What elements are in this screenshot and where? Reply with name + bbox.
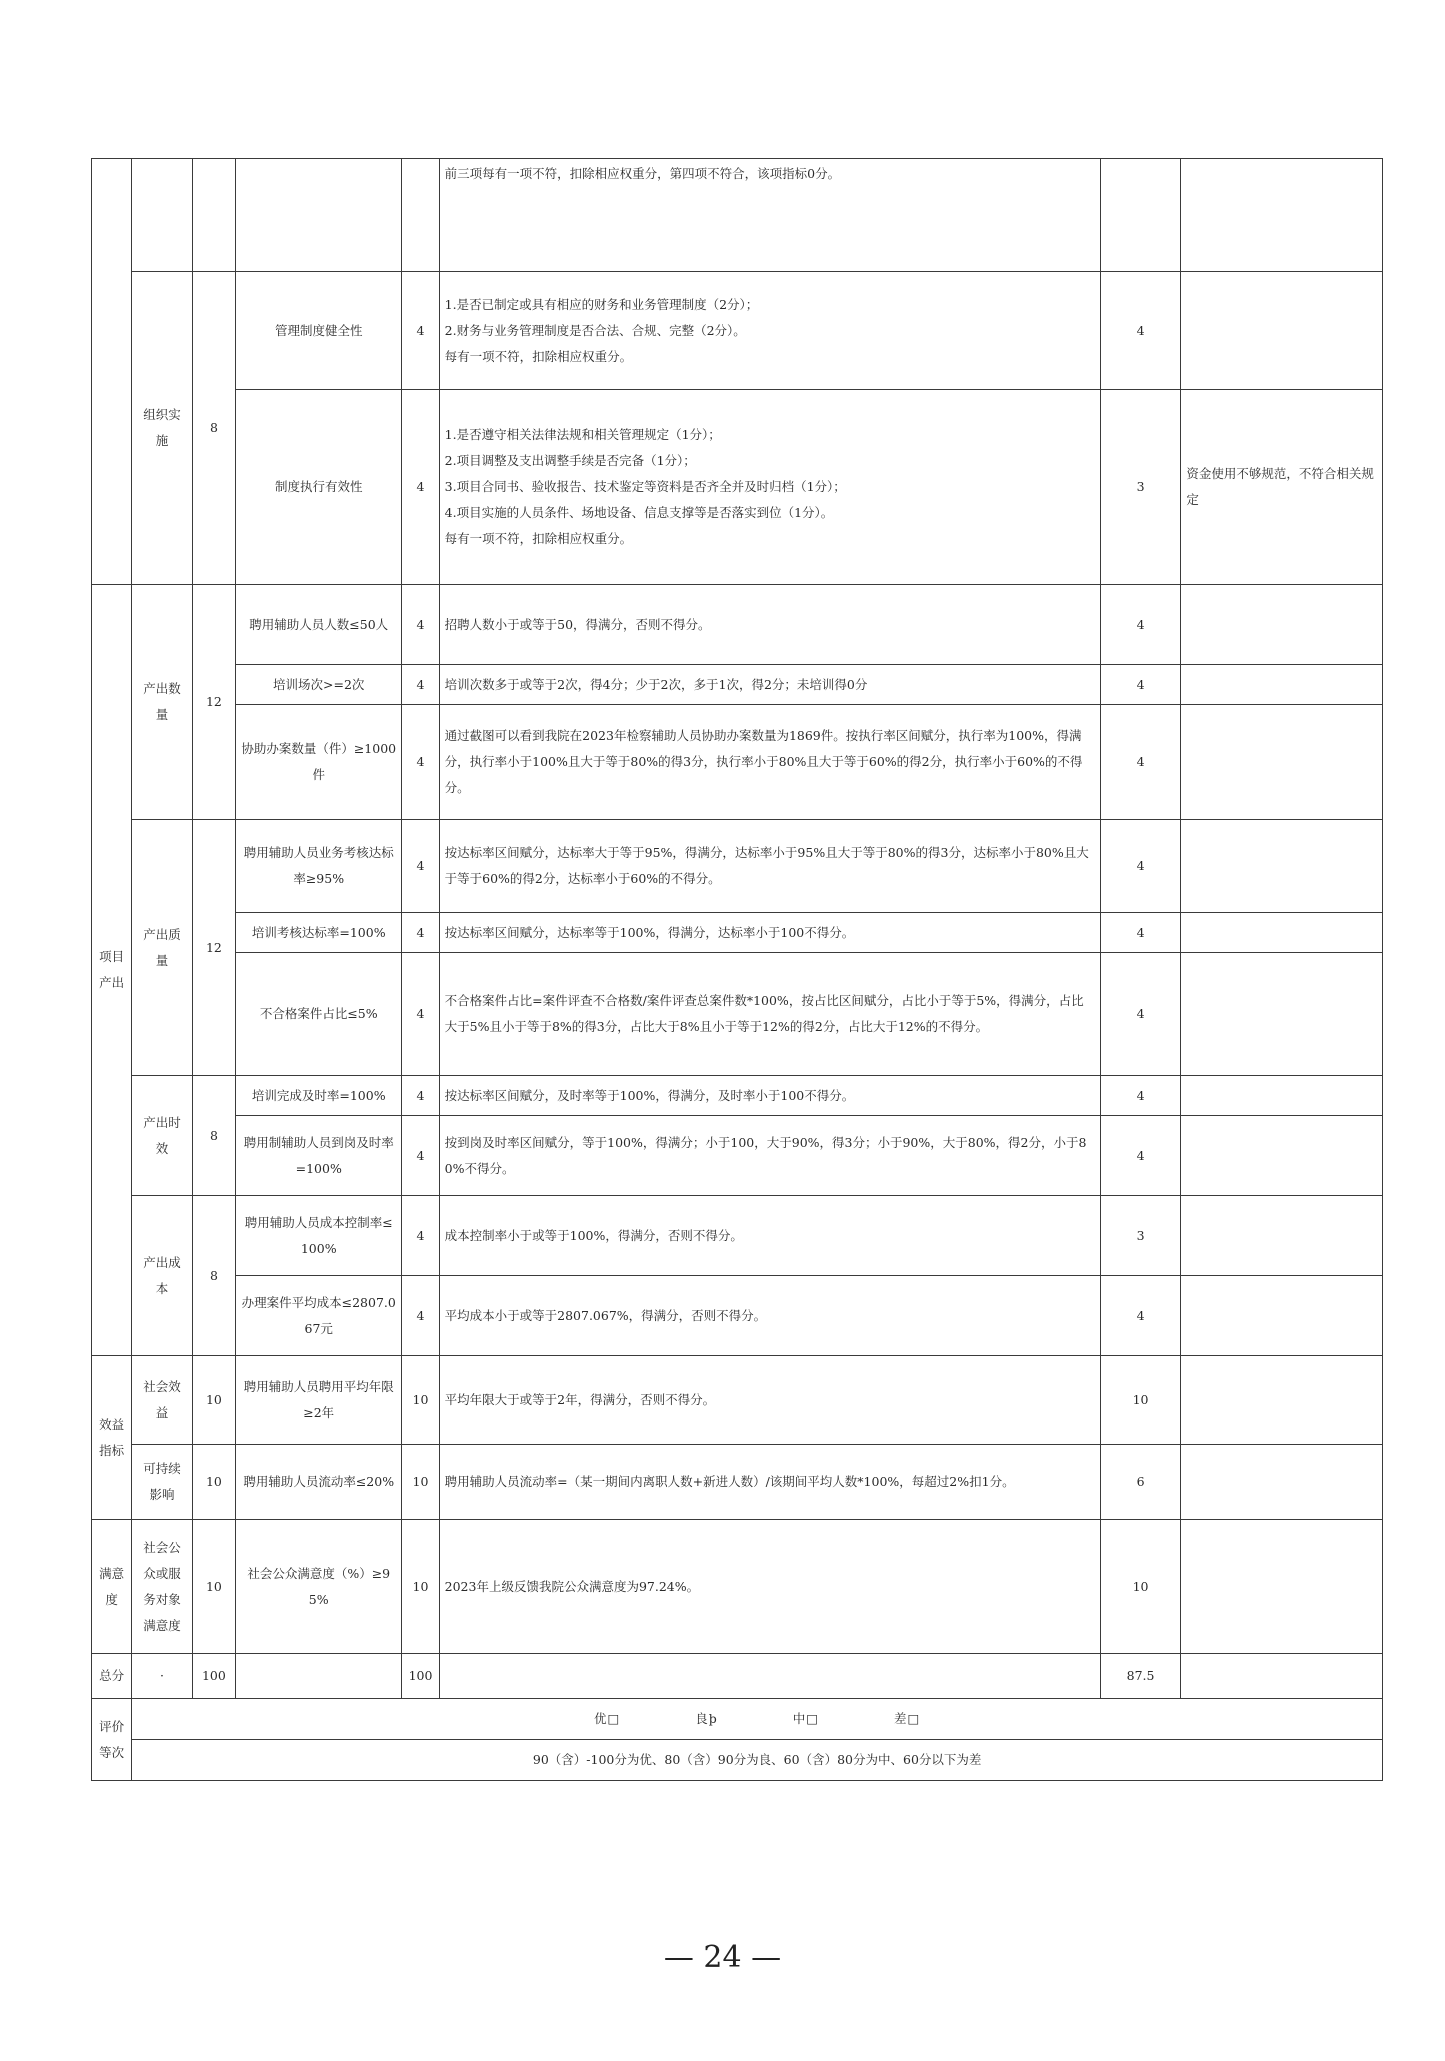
level2-weight-cell: 8 [192,1076,235,1196]
criteria-cell: 培训次数多于或等于2次，得4分；少于2次，多于1次，得2分；未培训得0分 [439,665,1100,705]
score-cell: 4 [1100,272,1181,390]
level2-cell [132,159,192,272]
note-cell [1181,820,1383,913]
note-cell [1181,272,1383,390]
note-cell [1181,953,1383,1076]
level1-cell [92,159,132,585]
level3-cell: 协助办案数量（件）≥1000件 [236,705,402,820]
level2-weight-cell: 12 [192,585,235,820]
level3-cell: 制度执行有效性 [236,390,402,585]
table-row [92,1356,1383,1445]
grade-option-poor: 差□ [894,1711,921,1726]
level2-weight-cell: 12 [192,820,235,1076]
criteria-cell: 通过截图可以看到我院在2023年检察辅助人员协助办案数量为1869件。按执行率区间赋分，执行率为100%，得满分，执行率小于100%且大于等于80%的得3分，执行率小于80%且大于等于60%的得2分，执行率小于60%的不得分。 [439,705,1100,820]
criteria-line: 每有一项不符，扣除相应权重分。 [444,531,633,546]
table-row [92,1445,1383,1520]
score-cell: 3 [1100,1196,1181,1276]
note-cell [1181,1356,1383,1445]
grade-options [132,1699,1383,1740]
evaluation-table [91,158,1383,1781]
total-score: 87.5 [1100,1654,1181,1699]
level3-cell [236,1654,402,1699]
weight-cell: 4 [402,1196,439,1276]
level3-cell: 管理制度健全性 [236,272,402,390]
table-row [92,1276,1383,1356]
table-row [92,705,1383,820]
level1-cell: 满意度 [92,1520,132,1654]
level2-weight-cell: 10 [192,1445,235,1520]
table-row [92,390,1383,585]
score-cell: 10 [1100,1356,1181,1445]
criteria-line: 2.财务与业务管理制度是否合法、合规、完整（2分）。 [444,322,746,338]
page-number: — 24 — [663,1940,782,1975]
weight-cell: 4 [402,1116,439,1196]
score-cell: 4 [1100,1276,1181,1356]
score-cell: 6 [1100,1445,1181,1520]
criteria-line: 1.是否遵守相关法律法规和相关管理规定（1分）； [444,427,721,442]
criteria-line: 4.项目实施的人员条件、场地设备、信息支撑等是否落实到位（1分）。 [444,505,834,520]
score-cell: 4 [1100,1076,1181,1116]
grade-label [92,1699,132,1781]
weight-cell: 4 [402,1076,439,1116]
note-cell [1181,585,1383,665]
table-row [92,1196,1383,1276]
score-cell: 4 [1100,665,1181,705]
criteria-cell: 招聘人数小于或等于50，得满分，否则不得分。 [439,585,1100,665]
criteria-cell [439,390,1100,585]
weight-cell: 4 [402,820,439,913]
table-row [92,272,1383,390]
level2-weight-cell: 10 [192,1520,235,1654]
level2-cell: 社会公众或服务对象满意度 [132,1520,192,1654]
score-cell: 4 [1100,913,1181,953]
table-row [92,1520,1383,1654]
score-cell: 10 [1100,1520,1181,1654]
table-row [92,913,1383,953]
level3-cell: 办理案件平均成本≤2807.067元 [236,1276,402,1356]
note-cell [1181,1276,1383,1356]
score-cell: 4 [1100,953,1181,1076]
note-cell [1181,1445,1383,1520]
score-cell: 3 [1100,390,1181,585]
level3-cell: 聘用制辅助人员到岗及时率=100% [236,1116,402,1196]
level2-weight-cell [192,159,235,272]
weight-cell: 4 [402,953,439,1076]
level3-cell: 培训完成及时率=100% [236,1076,402,1116]
level2-cell: · [132,1654,192,1699]
score-cell: 4 [1100,1116,1181,1196]
grade-label-line: 等次 [99,1744,125,1760]
criteria-cell: 聘用辅助人员流动率=（某一期间内离职人数+新进人数）/该期间平均人数*100%，每超过2%扣1分。 [439,1445,1100,1520]
weight-cell: 10 [402,1445,439,1520]
score-cell: 4 [1100,820,1181,913]
weight-cell: 4 [402,913,439,953]
criteria-cell [439,272,1100,390]
note-cell [1181,1654,1383,1699]
weight-cell: 10 [402,1520,439,1654]
level3-cell: 聘用辅助人员流动率≤20% [236,1445,402,1520]
level1-cell: 项目产出 [92,585,132,1356]
total-label: 总分 [92,1654,132,1699]
table-row [92,1654,1383,1699]
note-cell: 资金使用不够规范，不符合相关规定 [1181,390,1383,585]
weight-cell: 4 [402,585,439,665]
table-row [92,1116,1383,1196]
criteria-cell: 不合格案件占比=案件评查不合格数/案件评查总案件数*100%，按占比区间赋分，占比小于等于5%，得满分，占比大于5%且小于等于8%的得3分，占比大于8%且小于等于12%的得2分，占比大于12%的不得分。 [439,953,1100,1076]
level2-weight-total: 100 [192,1654,235,1699]
criteria-cell: 按达标率区间赋分，达标率等于100%，得满分，达标率小于100不得分。 [439,913,1100,953]
level1-cell: 效益指标 [92,1356,132,1520]
level3-cell: 聘用辅助人员聘用平均年限≥2年 [236,1356,402,1445]
level3-cell [236,159,402,272]
grade-option-excellent: 优□ [593,1711,621,1726]
criteria-cell: 按到岗及时率区间赋分，等于100%，得满分；小于100，大于90%，得3分；小于90%，大于80%，得2分，小于80%不得分。 [439,1116,1100,1196]
weight-cell: 4 [402,390,439,585]
weight-total: 100 [402,1654,439,1699]
table-row [92,1740,1383,1781]
table-row [92,159,1383,272]
table-row [92,1076,1383,1116]
level2-cell: 组织实施 [132,272,192,585]
level2-cell: 产出数量 [132,585,192,820]
grade-option-medium: 中□ [792,1711,820,1726]
criteria-cell: 按达标率区间赋分，及时率等于100%，得满分，及时率小于100不得分。 [439,1076,1100,1116]
score-cell: 4 [1100,585,1181,665]
level3-cell: 不合格案件占比≤5% [236,953,402,1076]
table-row [92,585,1383,665]
grade-option-good: 良þ [695,1711,718,1726]
note-cell [1181,1116,1383,1196]
level3-cell: 培训考核达标率=100% [236,913,402,953]
note-cell [1181,913,1383,953]
level3-cell: 聘用辅助人员人数≤50人 [236,585,402,665]
weight-cell: 10 [402,1356,439,1445]
level2-weight-cell: 8 [192,1196,235,1356]
level3-cell: 培训场次>=2次 [236,665,402,705]
criteria-cell: 按达标率区间赋分，达标率大于等于95%，得满分，达标率小于95%且大于等于80%的得3分，达标率小于80%且大于等于60%的得2分，达标率小于60%的不得分。 [439,820,1100,913]
criteria-cell [439,1654,1100,1699]
criteria-cell: 平均成本小于或等于2807.067%，得满分，否则不得分。 [439,1276,1100,1356]
weight-cell: 4 [402,665,439,705]
weight-cell [402,159,439,272]
level2-cell: 产出时效 [132,1076,192,1196]
weight-cell: 4 [402,705,439,820]
table-row [92,820,1383,913]
note-cell [1181,1520,1383,1654]
level2-cell: 产出成本 [132,1196,192,1356]
note-cell [1181,1196,1383,1276]
note-cell [1181,1076,1383,1116]
table-row [92,665,1383,705]
note-cell [1181,705,1383,820]
weight-cell: 4 [402,1276,439,1356]
score-cell: 4 [1100,705,1181,820]
criteria-line: 每有一项不符，扣除相应权重分。 [444,348,633,364]
grade-rule: 90（含）-100分为优、80（含）90分为良、60（含）80分为中、60分以下为差 [132,1740,1383,1781]
level2-weight-cell: 10 [192,1356,235,1445]
score-cell [1100,159,1181,272]
level3-cell: 社会公众满意度（%）≥95% [236,1520,402,1654]
level2-cell: 社会效益 [132,1356,192,1445]
criteria-cell: 2023年上级反馈我院公众满意度为97.24%。 [439,1520,1100,1654]
grade-label-line: 评价 [99,1718,125,1734]
weight-cell: 4 [402,272,439,390]
criteria-cell: 前三项每有一项不符，扣除相应权重分，第四项不符合，该项指标0分。 [439,159,1100,272]
note-cell [1181,159,1383,272]
level2-cell: 可持续影响 [132,1445,192,1520]
table-row [92,953,1383,1076]
level2-weight-cell: 8 [192,272,235,585]
level3-cell: 聘用辅助人员业务考核达标率≥95% [236,820,402,913]
level3-cell: 聘用辅助人员成本控制率≤100% [236,1196,402,1276]
criteria-line: 3.项目合同书、验收报告、技术鉴定等资料是否齐全并及时归档（1分）； [444,479,846,494]
table-row [92,1699,1383,1740]
criteria-line: 2.项目调整及支出调整手续是否完备（1分）； [444,453,696,468]
note-cell [1181,665,1383,705]
criteria-cell: 成本控制率小于或等于100%，得满分，否则不得分。 [439,1196,1100,1276]
criteria-cell: 平均年限大于或等于2年，得满分，否则不得分。 [439,1356,1100,1445]
level2-cell: 产出质量 [132,820,192,1076]
criteria-line: 1.是否已制定或具有相应的财务和业务管理制度（2分）； [444,296,759,312]
